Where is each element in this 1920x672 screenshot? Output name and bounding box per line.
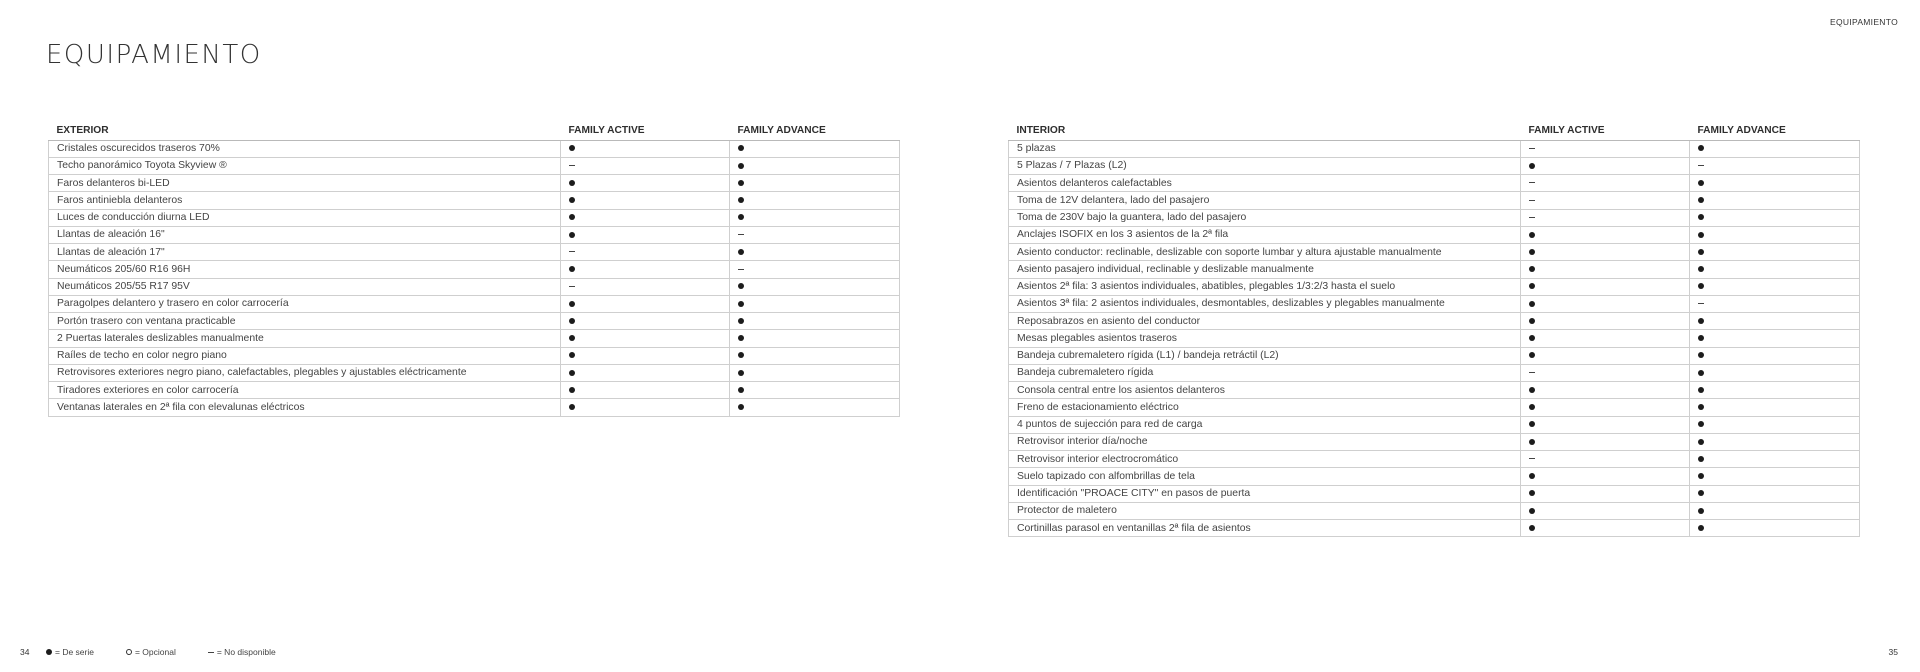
family-advance-cell (1690, 330, 1860, 347)
feature-cell: 5 plazas (1009, 140, 1521, 157)
standard-mark-icon (1698, 266, 1704, 272)
feature-cell: Asientos 2ª fila: 3 asientos individuales, abatibles, plegables 1/3:2/3 hasta el suelo (1009, 278, 1521, 295)
legend-label: = No disponible (216, 647, 276, 657)
feature-cell: Asiento pasajero individual, reclinable y deslizable manualmente (1009, 261, 1521, 278)
feature-cell: Reposabrazos en asiento del conductor (1009, 313, 1521, 330)
feature-cell: Cortinillas parasol en ventanillas 2ª fila de asientos (1009, 520, 1521, 537)
table-row (49, 330, 900, 347)
table-row (1009, 382, 1860, 399)
standard-mark-icon (738, 145, 744, 151)
family-advance-cell (730, 209, 900, 226)
table-row (1009, 313, 1860, 330)
family-advance-cell (730, 347, 900, 364)
section-label: EQUIPAMIENTO (1830, 17, 1898, 27)
table-row (49, 226, 900, 243)
standard-mark-icon (1529, 473, 1535, 479)
feature-cell: Consola central entre los asientos delanteros (1009, 382, 1521, 399)
feature-cell: Neumáticos 205/55 R17 95V (49, 278, 561, 295)
standard-mark-icon (569, 197, 575, 203)
table-row (1009, 451, 1860, 468)
standard-mark-icon (569, 370, 575, 376)
standard-mark-icon (738, 301, 744, 307)
legend-item-not-available (208, 647, 276, 657)
standard-mark-icon (1698, 145, 1704, 151)
table-row (49, 364, 900, 381)
feature-cell: Identificación "PROACE CITY" en pasos de puerta (1009, 485, 1521, 502)
table-row (1009, 209, 1860, 226)
legend-item-standard (46, 647, 94, 657)
table-row (1009, 157, 1860, 174)
table-row (1009, 330, 1860, 347)
family-active-cell (1521, 192, 1690, 209)
family-advance-cell (730, 140, 900, 157)
standard-mark-icon (738, 163, 744, 169)
standard-mark-icon (1529, 352, 1535, 358)
family-advance-cell (730, 226, 900, 243)
feature-cell: Suelo tapizado con alfombrillas de tela (1009, 468, 1521, 485)
family-active-cell (1521, 278, 1690, 295)
standard-mark-icon (1529, 525, 1535, 531)
family-active-cell (561, 192, 730, 209)
table-row (49, 382, 900, 399)
family-active-cell (561, 399, 730, 416)
family-advance-cell (1690, 313, 1860, 330)
family-active-cell (1521, 468, 1690, 485)
standard-mark-icon (738, 180, 744, 186)
family-active-cell (1521, 209, 1690, 226)
standard-mark-icon (1698, 352, 1704, 358)
table-row (49, 399, 900, 416)
table-row (1009, 502, 1860, 519)
family-advance-cell (730, 157, 900, 174)
table-row (49, 313, 900, 330)
family-advance-cell (730, 330, 900, 347)
family-advance-cell (1690, 485, 1860, 502)
standard-mark-icon (1698, 439, 1704, 445)
feature-cell: Mesas plegables asientos traseros (1009, 330, 1521, 347)
family-advance-cell (1690, 278, 1860, 295)
table-row (1009, 485, 1860, 502)
standard-mark-icon (1529, 439, 1535, 445)
family-active-cell (1521, 502, 1690, 519)
column-header-feature: EXTERIOR (49, 121, 561, 140)
standard-mark-icon (738, 370, 744, 376)
table-row (1009, 364, 1860, 381)
standard-mark-icon (569, 352, 575, 358)
standard-mark-icon (738, 404, 744, 410)
table-row (49, 244, 900, 261)
feature-cell: Luces de conducción diurna LED (49, 209, 561, 226)
family-active-cell (561, 157, 730, 174)
exterior-table-body (49, 140, 900, 416)
family-advance-cell (730, 261, 900, 278)
feature-cell: Asientos 3ª fila: 2 asientos individuales, desmontables, deslizables y plegables manualmente (1009, 295, 1521, 312)
standard-mark-icon (1698, 525, 1704, 531)
family-active-cell (561, 226, 730, 243)
family-advance-cell (730, 278, 900, 295)
feature-cell: Neumáticos 205/60 R16 96H (49, 261, 561, 278)
standard-mark-icon (569, 232, 575, 238)
family-active-cell (561, 261, 730, 278)
standard-mark-icon (1698, 421, 1704, 427)
exterior-table (48, 121, 900, 417)
family-advance-cell (1690, 416, 1860, 433)
not-available-mark-icon (1698, 303, 1704, 304)
table-row (49, 209, 900, 226)
family-active-cell (1521, 244, 1690, 261)
standard-mark-icon (1698, 283, 1704, 289)
legend (46, 647, 308, 657)
standard-mark-icon (1529, 508, 1535, 514)
standard-mark-icon (569, 404, 575, 410)
standard-mark-icon (1529, 283, 1535, 289)
standard-mark-icon (1529, 163, 1535, 169)
standard-mark-icon (1698, 232, 1704, 238)
family-active-cell (1521, 313, 1690, 330)
family-active-cell (561, 209, 730, 226)
feature-cell: Freno de estacionamiento eléctrico (1009, 399, 1521, 416)
feature-cell: Toma de 12V delantera, lado del pasajero (1009, 192, 1521, 209)
family-advance-cell (1690, 468, 1860, 485)
feature-cell: Retrovisor interior día/noche (1009, 433, 1521, 450)
standard-mark-icon (1698, 387, 1704, 393)
table-header-row (49, 121, 900, 140)
family-advance-cell (1690, 140, 1860, 157)
not-available-mark-icon (208, 652, 214, 653)
standard-mark-icon (1698, 490, 1704, 496)
column-header-feature: INTERIOR (1009, 121, 1521, 140)
feature-cell: Cristales oscurecidos traseros 70% (49, 140, 561, 157)
table-row (49, 140, 900, 157)
legend-label: = Opcional (134, 647, 176, 657)
standard-mark-icon (569, 387, 575, 393)
family-advance-cell (1690, 192, 1860, 209)
table-row (1009, 295, 1860, 312)
family-advance-cell (730, 382, 900, 399)
not-available-mark-icon (738, 234, 744, 235)
feature-cell: Portón trasero con ventana practicable (49, 313, 561, 330)
family-active-cell (1521, 520, 1690, 537)
feature-cell: 4 puntos de sujección para red de carga (1009, 416, 1521, 433)
standard-mark-icon (1698, 318, 1704, 324)
family-active-cell (561, 295, 730, 312)
family-advance-cell (1690, 244, 1860, 261)
standard-mark-icon (1529, 318, 1535, 324)
standard-mark-icon (1529, 335, 1535, 341)
standard-mark-icon (46, 649, 52, 655)
table-row (49, 192, 900, 209)
standard-mark-icon (1529, 404, 1535, 410)
standard-mark-icon (569, 145, 575, 151)
feature-cell: Asiento conductor: reclinable, deslizable con soporte lumbar y altura ajustable manualmente (1009, 244, 1521, 261)
table-row (1009, 278, 1860, 295)
standard-mark-icon (1529, 266, 1535, 272)
standard-mark-icon (1698, 197, 1704, 203)
standard-mark-icon (569, 318, 575, 324)
family-advance-cell (730, 399, 900, 416)
standard-mark-icon (1529, 490, 1535, 496)
not-available-mark-icon (569, 165, 575, 166)
feature-cell: Ventanas laterales en 2ª fila con elevalunas eléctricos (49, 399, 561, 416)
feature-cell: 2 Puertas laterales deslizables manualmente (49, 330, 561, 347)
family-active-cell (561, 175, 730, 192)
family-active-cell (1521, 382, 1690, 399)
table-row (1009, 468, 1860, 485)
standard-mark-icon (738, 352, 744, 358)
standard-mark-icon (738, 283, 744, 289)
family-active-cell (561, 278, 730, 295)
standard-mark-icon (569, 266, 575, 272)
standard-mark-icon (1698, 370, 1704, 376)
family-active-cell (561, 140, 730, 157)
feature-cell: Techo panorámico Toyota Skyview ® (49, 157, 561, 174)
feature-cell: Raíles de techo en color negro piano (49, 347, 561, 364)
standard-mark-icon (1698, 249, 1704, 255)
table-row (49, 175, 900, 192)
page-number-right: 35 (1888, 647, 1898, 657)
family-advance-cell (730, 295, 900, 312)
family-advance-cell (1690, 399, 1860, 416)
standard-mark-icon (1698, 214, 1704, 220)
family-active-cell (1521, 416, 1690, 433)
family-advance-cell (1690, 433, 1860, 450)
family-advance-cell (1690, 451, 1860, 468)
feature-cell: Protector de maletero (1009, 502, 1521, 519)
family-advance-cell (1690, 261, 1860, 278)
column-header-family-advance: FAMILY ADVANCE (1690, 121, 1860, 140)
not-available-mark-icon (1529, 148, 1535, 149)
feature-cell: Toma de 230V bajo la guantera, lado del pasajero (1009, 209, 1521, 226)
standard-mark-icon (569, 180, 575, 186)
table-row (1009, 433, 1860, 450)
table-row (49, 278, 900, 295)
table-row (1009, 520, 1860, 537)
family-active-cell (561, 244, 730, 261)
table-row (1009, 244, 1860, 261)
standard-mark-icon (738, 318, 744, 324)
family-active-cell (561, 347, 730, 364)
feature-cell: 5 Plazas / 7 Plazas (L2) (1009, 157, 1521, 174)
family-advance-cell (1690, 347, 1860, 364)
standard-mark-icon (1698, 473, 1704, 479)
standard-mark-icon (1529, 232, 1535, 238)
optional-mark-icon (126, 649, 132, 655)
not-available-mark-icon (738, 269, 744, 270)
interior-table (1008, 121, 1860, 537)
legend-item-optional (126, 647, 176, 657)
feature-cell: Tiradores exteriores en color carrocería (49, 382, 561, 399)
family-active-cell (1521, 330, 1690, 347)
feature-cell: Llantas de aleación 16" (49, 226, 561, 243)
feature-cell: Paragolpes delantero y trasero en color carrocería (49, 295, 561, 312)
page-title: EQUIPAMIENTO (46, 40, 262, 70)
family-active-cell (1521, 226, 1690, 243)
feature-cell: Anclajes ISOFIX en los 3 asientos de la 2ª fila (1009, 226, 1521, 243)
family-advance-cell (1690, 226, 1860, 243)
family-active-cell (1521, 295, 1690, 312)
table-row (1009, 399, 1860, 416)
family-active-cell (1521, 157, 1690, 174)
column-header-family-active: FAMILY ACTIVE (1521, 121, 1690, 140)
family-advance-cell (1690, 502, 1860, 519)
family-advance-cell (730, 364, 900, 381)
table-row (1009, 347, 1860, 364)
table-row (1009, 192, 1860, 209)
standard-mark-icon (1698, 335, 1704, 341)
standard-mark-icon (738, 387, 744, 393)
family-advance-cell (730, 313, 900, 330)
family-advance-cell (730, 175, 900, 192)
family-active-cell (561, 364, 730, 381)
family-active-cell (1521, 451, 1690, 468)
table-row (49, 261, 900, 278)
family-active-cell (1521, 399, 1690, 416)
not-available-mark-icon (1529, 372, 1535, 373)
feature-cell: Retrovisores exteriores negro piano, calefactables, plegables y ajustables eléctricamente (49, 364, 561, 381)
family-advance-cell (1690, 382, 1860, 399)
family-active-cell (1521, 433, 1690, 450)
table-row (1009, 416, 1860, 433)
feature-cell: Asientos delanteros calefactables (1009, 175, 1521, 192)
table-row (1009, 226, 1860, 243)
table-row (49, 347, 900, 364)
column-header-family-active: FAMILY ACTIVE (561, 121, 730, 140)
standard-mark-icon (1698, 508, 1704, 514)
family-active-cell (561, 313, 730, 330)
standard-mark-icon (1698, 180, 1704, 186)
feature-cell: Faros antiniebla delanteros (49, 192, 561, 209)
not-available-mark-icon (1529, 217, 1535, 218)
feature-cell: Bandeja cubremaletero rígida (L1) / bandeja retráctil (L2) (1009, 347, 1521, 364)
family-advance-cell (1690, 520, 1860, 537)
standard-mark-icon (738, 249, 744, 255)
page-number-left: 34 (20, 647, 30, 657)
table-row (1009, 261, 1860, 278)
table-row (49, 295, 900, 312)
family-advance-cell (1690, 364, 1860, 381)
not-available-mark-icon (1698, 165, 1704, 166)
family-active-cell (561, 330, 730, 347)
table-row (49, 157, 900, 174)
not-available-mark-icon (569, 251, 575, 252)
family-active-cell (561, 382, 730, 399)
feature-cell: Llantas de aleación 17" (49, 244, 561, 261)
feature-cell: Faros delanteros bi-LED (49, 175, 561, 192)
family-active-cell (1521, 140, 1690, 157)
table-header-row (1009, 121, 1860, 140)
standard-mark-icon (738, 214, 744, 220)
standard-mark-icon (1698, 404, 1704, 410)
legend-label: = De serie (55, 647, 94, 657)
family-active-cell (1521, 175, 1690, 192)
standard-mark-icon (569, 214, 575, 220)
family-advance-cell (1690, 209, 1860, 226)
feature-cell: Retrovisor interior electrocromático (1009, 451, 1521, 468)
family-active-cell (1521, 485, 1690, 502)
family-advance-cell (1690, 157, 1860, 174)
standard-mark-icon (1529, 421, 1535, 427)
standard-mark-icon (1529, 387, 1535, 393)
not-available-mark-icon (569, 286, 575, 287)
family-active-cell (1521, 261, 1690, 278)
feature-cell: Bandeja cubremaletero rígida (1009, 364, 1521, 381)
standard-mark-icon (1529, 249, 1535, 255)
family-active-cell (1521, 364, 1690, 381)
not-available-mark-icon (1529, 182, 1535, 183)
standard-mark-icon (1698, 456, 1704, 462)
family-active-cell (1521, 347, 1690, 364)
family-advance-cell (1690, 295, 1860, 312)
column-header-family-advance: FAMILY ADVANCE (730, 121, 900, 140)
standard-mark-icon (738, 197, 744, 203)
interior-table-body (1009, 140, 1860, 537)
standard-mark-icon (569, 335, 575, 341)
standard-mark-icon (1529, 301, 1535, 307)
not-available-mark-icon (1529, 200, 1535, 201)
table-row (1009, 140, 1860, 157)
family-advance-cell (1690, 175, 1860, 192)
standard-mark-icon (569, 301, 575, 307)
not-available-mark-icon (1529, 458, 1535, 459)
family-advance-cell (730, 192, 900, 209)
standard-mark-icon (738, 335, 744, 341)
family-advance-cell (730, 244, 900, 261)
table-row (1009, 175, 1860, 192)
